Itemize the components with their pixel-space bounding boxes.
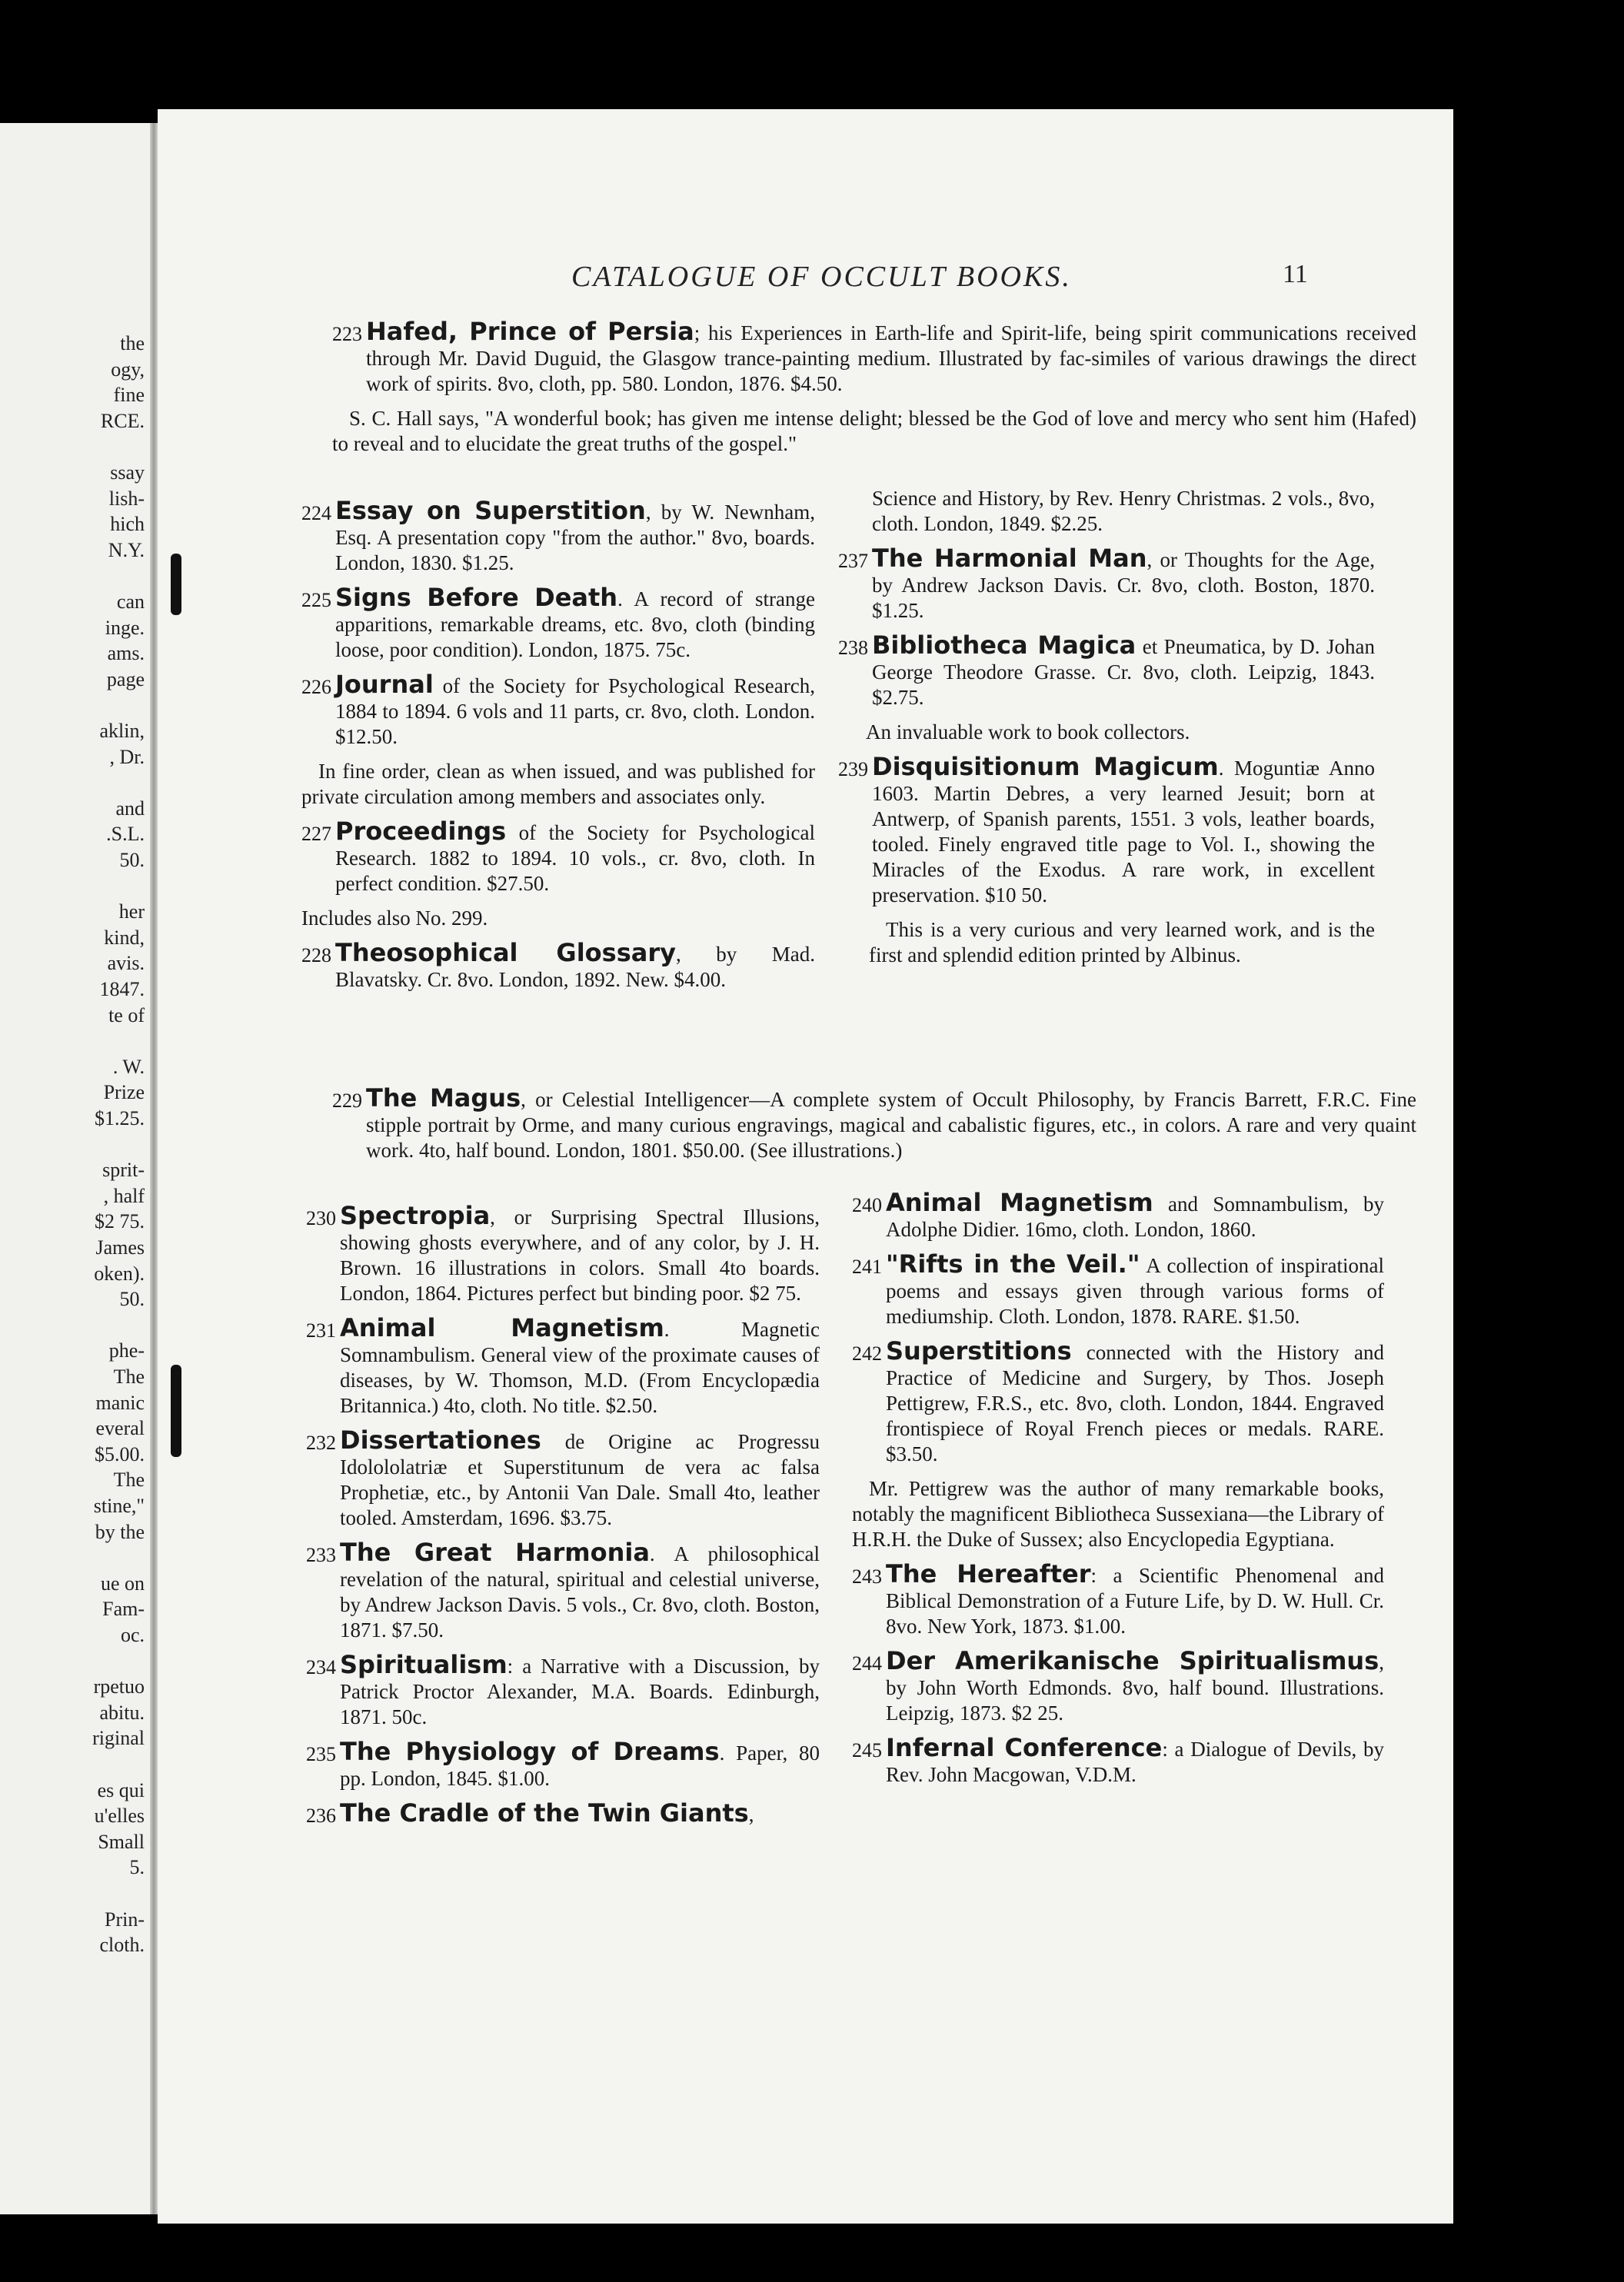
left-page-fragment: can <box>116 590 145 613</box>
entry-title: Spectropia <box>340 1201 491 1230</box>
right-column-upper <box>838 486 1375 977</box>
entry-title: The Magus <box>366 1083 521 1113</box>
entry-title: Animal Magnetism <box>886 1188 1153 1217</box>
entry-description: : a Scientific Phenomenal and Biblical Demonstration of a Future Life, by D. W. Hull. Cr. 8vo. New York, 1873. $1.00. <box>886 1564 1385 1638</box>
entry-description: , or Celestial Intelligencer—A complete system of Occult Philosophy, by Francis Barrett, F.R.C. Fine stipple portrait by Orme, and many curious engravings, magical and cabalistic figures, etc., in colors. A rare and very quaint work. 4to, half bound. London, 1801. $50.00. (See illustrations.) <box>366 1088 1416 1162</box>
catalogue-entry <box>301 819 815 896</box>
entry-title: The Harmonial Man <box>872 544 1147 573</box>
catalogue-entry <box>306 1798 820 1828</box>
entry-note: Mr. Pettigrew was the author of many remarkable books, notably the magnificent Bibliotheca Sussexiana—the Library of H.R.H. the Duke of Sussex; also Encyclopedia Egyptiana. <box>852 1477 1384 1551</box>
left-page-fragment: N.Y. <box>108 538 145 561</box>
left-page-fragment: , half <box>103 1184 145 1207</box>
left-page-fragment: riginal <box>92 1727 145 1750</box>
entry-description: , by John Worth Edmonds. 8vo, half bound. Illustrations. Leipzig, 1873. $2 25. <box>886 1651 1384 1725</box>
entry-title: Proceedings <box>335 817 507 846</box>
entry-description: of the Society for Psychological Research, 1884 to 1894. 6 vols and 11 parts, cr. 8vo, cloth. London. $12.50. <box>335 674 815 748</box>
entry-title: Essay on Superstition <box>335 496 646 525</box>
catalogue-entry <box>306 1739 820 1791</box>
left-column-lower <box>306 1203 820 1837</box>
entry-number: 239 <box>838 758 868 780</box>
left-page-fragment: ue on <box>100 1572 145 1595</box>
entry-description: et Pneumatica, by D. Johan George Theodore Grasse. Cr. 8vo, cloth. Leipzig, 1843. $2.75. <box>872 635 1376 709</box>
left-page-fragment: hich <box>110 513 145 536</box>
left-page-fragment: Fam- <box>102 1598 145 1621</box>
entry-number: 227 <box>301 823 331 845</box>
catalogue-entry <box>306 1652 820 1730</box>
entry-title: The Great Harmonia <box>340 1538 650 1567</box>
catalogue-entry <box>838 754 1375 908</box>
entry-description: and Somnambulism, by Adolphe Didier. 16mo, cloth. London, 1860. <box>886 1193 1385 1241</box>
entry-number: 234 <box>306 1656 336 1678</box>
entry-title: The Physiology of Dreams <box>340 1737 720 1766</box>
left-page-fragment: by the <box>95 1520 145 1543</box>
catalogue-entry <box>301 498 815 576</box>
entry-description: . Moguntiæ Anno 1603. Martin Debres, a very learned Jesuit; born at Antwerp, of Spanish parents, 1551. 3 vols, leather boards, tooled. Finely engraved title page to Vol. I., showing the Miracles of the Exodus. A rare work, in excellent preservation. $10 50. <box>872 757 1376 906</box>
left-page-fragment: The <box>113 1469 145 1492</box>
entry-number: 232 <box>306 1432 336 1454</box>
entry-description: A collection of inspirational poems and essays given through various forms of mediumship. Cloth. London, 1878. RARE. $1.50. <box>886 1254 1384 1328</box>
left-page-fragment: her <box>118 900 145 923</box>
catalogue-entry <box>332 319 1416 397</box>
entry-title: Superstitions <box>886 1336 1072 1366</box>
entry-number: 224 <box>301 502 331 524</box>
entry-number: 225 <box>301 589 331 611</box>
entry-number: 230 <box>306 1207 336 1229</box>
entry-title: Bibliotheca Magica <box>872 630 1136 660</box>
entry-description: , or Thoughts for the Age, by Andrew Jackson Davis. Cr. 8vo, cloth. Boston, 1870. $1.25. <box>872 548 1375 622</box>
left-page-fragment: and <box>115 797 145 820</box>
left-page-fragment: sprit- <box>102 1159 145 1182</box>
entry-description: , <box>748 1803 754 1826</box>
entry-number: 228 <box>301 944 331 966</box>
catalogue-entry <box>852 1735 1384 1788</box>
left-page-fragment: .S.L. <box>106 823 145 846</box>
left-page-fragment: inge. <box>105 616 145 639</box>
entry-title: Theosophical Glossary <box>335 938 676 967</box>
catalogue-entry <box>852 1249 1384 1329</box>
entry-title: Der Amerikanische Spiritualismus <box>886 1646 1379 1675</box>
catalogue-entry <box>306 1540 820 1643</box>
entry-description: : a Narrative with a Discussion, by Patrick Proctor Alexander, M.A. Boards. Edinburgh, 1871. 50c. <box>340 1655 820 1728</box>
left-page-fragment: oc. <box>120 1624 145 1646</box>
entry-description: . A record of strange apparitions, remarkable dreams, etc. 8vo, cloth (binding loose, poor condition). London, 1875. 75c. <box>335 587 815 661</box>
entry-description: . Magnetic Somnambulism. General view of the proximate causes of diseases, by W. Thomson, M.D. (From Encyclopædia Britannica.) 4to, cloth. No title. $2.50. <box>340 1318 820 1417</box>
entry-description: ; his Experiences in Earth-life and Spirit-life, being spirit communications received through Mr. David Duguid, the Glasgow trance-painting medium. Illustrated by fac-similes of various drawings the direct work of spirits. 8vo, cloth, pp. 580. London, 1876. $4.50. <box>366 321 1417 395</box>
catalogue-entry <box>852 1336 1384 1467</box>
left-page-fragment: stine," <box>93 1495 145 1517</box>
left-page-fragment: oken). <box>94 1262 145 1285</box>
left-column-upper <box>301 498 815 1002</box>
entry-description: de Origine ac Progressu Idolololatriæ et Superstitunum de vera ac falsa Prophetiæ, etc., by Antonii Van Dale. Small 4to, leather tooled. Amsterdam, 1696. $3.75. <box>340 1430 820 1529</box>
right-column-lower <box>852 1190 1384 1797</box>
left-page-fragment: 50. <box>119 1288 145 1311</box>
binding-mark <box>171 1365 181 1457</box>
entry-number: 238 <box>838 637 868 659</box>
entry-note: An invaluable work to book collectors. <box>866 720 1190 743</box>
catalogue-entry <box>306 1313 820 1419</box>
left-page-fragment: kind, <box>104 926 145 949</box>
entry-number: 223 <box>332 323 362 345</box>
left-page-fragment: cloth. <box>99 1934 145 1957</box>
catalogue-entry <box>301 940 815 993</box>
entry-title: Animal Magnetism <box>340 1313 664 1342</box>
entry-note: This is a very curious and very learned work, and is the first and splendid edition printed by Albinus. <box>869 918 1375 966</box>
left-page-fragment: RCE. <box>100 409 145 432</box>
entry-title: Infernal Conference <box>886 1733 1163 1762</box>
entry-number: 240 <box>852 1194 882 1216</box>
left-page-fragment: Prize <box>103 1081 145 1104</box>
catalogue-entry <box>852 1559 1385 1639</box>
entry-229-block <box>332 1083 1416 1173</box>
entry-description: . Paper, 80 pp. London, 1845. $1.00. <box>340 1741 820 1790</box>
binding-mark <box>171 554 181 615</box>
left-page-fragment: 1847. <box>99 978 145 1000</box>
left-page-fragment: ogy, <box>111 358 145 381</box>
entry-number: 245 <box>852 1739 882 1761</box>
entry-number: 241 <box>852 1256 882 1278</box>
running-header: CATALOGUE OF OCCULT BOOKS. <box>571 261 1072 293</box>
left-page-fragment: The <box>113 1366 145 1388</box>
entry-description: , by W. Newnham, Esq. A presentation copy "from the author." 8vo, boards. London, 1830. $1.25. <box>335 501 816 574</box>
entry-223-block <box>332 319 1416 466</box>
left-page-fragment: $5.00. <box>95 1442 145 1465</box>
entry-title: Signs Before Death <box>335 583 618 612</box>
entry-number: 243 <box>852 1565 882 1588</box>
left-page-fragment: phe- <box>108 1339 145 1362</box>
entry-number: 226 <box>301 676 331 698</box>
entry-title: The Hereafter <box>886 1559 1091 1588</box>
entry-title: "Rifts in the Veil." <box>886 1249 1140 1279</box>
entry-number: 229 <box>332 1089 362 1112</box>
entry-description: , by Mad. Blavatsky. Cr. 8vo. London, 1892. New. $4.00. <box>335 943 815 991</box>
entry-number: 231 <box>306 1319 336 1342</box>
left-page-fragment: Prin- <box>105 1908 145 1931</box>
left-page-fragment: everal <box>95 1417 145 1440</box>
catalogue-entry <box>301 672 815 750</box>
entry-title: Hafed, Prince of Persia <box>366 317 694 346</box>
entry-number: 244 <box>852 1652 882 1675</box>
left-page-fragment: fine <box>113 384 145 407</box>
left-page-fragment: ssay <box>110 461 145 484</box>
entry-title: The Cradle of the Twin Giants <box>340 1798 749 1828</box>
entry-number: 233 <box>306 1544 336 1566</box>
entry-description: , or Surprising Spectral Illusions, showing ghosts everywhere, and of any color, by J. H. Brown. 16 illustrations in colors. Small 4to boards. London, 1864. Pictures perfect but binding poor. $2 75. <box>340 1206 820 1305</box>
left-page-fragment: , Dr. <box>109 745 145 768</box>
entry-note: In fine order, clean as when issued, and was published for private circulation among members and associates only. <box>301 760 815 808</box>
catalogue-entry <box>306 1425 820 1531</box>
entry-number: 236 <box>306 1805 336 1827</box>
left-page-fragment: $2 75. <box>95 1210 145 1233</box>
page-number: 11 <box>1283 260 1308 288</box>
catalogue-entry <box>301 585 815 663</box>
left-page-fragment: es qui <box>97 1778 145 1801</box>
entry-continuation: Science and History, by Rev. Henry Christmas. 2 vols., 8vo, cloth. London, 1849. $2.25. <box>872 487 1375 535</box>
left-page-fragment: 50. <box>119 849 145 871</box>
left-page-fragment: u'elles <box>94 1805 145 1828</box>
entry-description: : a Dialogue of Devils, by Rev. John Macgowan, V.D.M. <box>886 1738 1384 1786</box>
left-page-fragment: $1.25. <box>95 1107 145 1129</box>
entry-number: 237 <box>838 550 868 572</box>
left-page-fragment: James <box>95 1236 145 1259</box>
entry-title: Disquisitionum Magicum <box>872 752 1219 781</box>
left-page-fragment: aklin, <box>99 720 145 742</box>
entry-description: connected with the History and Practice of Medicine and Surgery, by Thos. Joseph Pettigrew, F.R.S., etc. 8vo, cloth. London, 1844. Engraved frontispiece of Royal French pieces or medals. RARE. $3.50. <box>886 1341 1384 1465</box>
left-page-fragment: the <box>120 332 145 354</box>
left-page-fragment: avis. <box>107 952 145 975</box>
entry-note: Includes also No. 299. <box>301 906 488 930</box>
entry-description: of the Society for Psychological Research. 1882 to 1894. 10 vols., cr. 8vo, cloth. In perfect condition. $27.50. <box>335 821 815 895</box>
book-spine <box>150 123 158 2214</box>
entry-number: 242 <box>852 1342 882 1365</box>
left-page-fragment: . W. <box>112 1055 145 1078</box>
entry-description: . A philosophical revelation of the natural, spiritual and celestial universe, by Andrew Jackson Davis. 5 vols., Cr. 8vo, cloth. Boston, 1871. $7.50. <box>340 1542 820 1642</box>
entry-title: Journal <box>335 670 434 699</box>
left-page-fragment: lish- <box>108 487 145 510</box>
catalogue-entry <box>306 1203 820 1306</box>
left-page-fragment: rpetuo <box>93 1675 145 1698</box>
catalogue-entry <box>852 1190 1384 1242</box>
entry-note: S. C. Hall says, "A wonderful book; has given me intense delight; blessed be the God of love and mercy who sent him (Hafed) to reveal and to elucidate the great truths of the gospel." <box>332 407 1416 455</box>
catalogue-entry <box>852 1648 1384 1726</box>
left-page-fragment: ams. <box>107 642 145 665</box>
left-page-fragment: page <box>106 667 145 690</box>
entry-title: Dissertationes <box>340 1425 541 1455</box>
left-page-fragment: manic <box>95 1391 145 1414</box>
entry-number: 235 <box>306 1743 336 1765</box>
catalogue-entry <box>838 546 1375 624</box>
left-page-fragment: Small <box>98 1830 145 1853</box>
left-page-fragment: te of <box>108 1003 145 1026</box>
catalogue-entry <box>838 630 1376 710</box>
catalogue-entry <box>332 1083 1416 1163</box>
entry-title: Spiritualism <box>340 1650 508 1679</box>
left-page-fragment: abitu. <box>99 1701 145 1724</box>
left-page-fragment: 5. <box>129 1856 145 1879</box>
